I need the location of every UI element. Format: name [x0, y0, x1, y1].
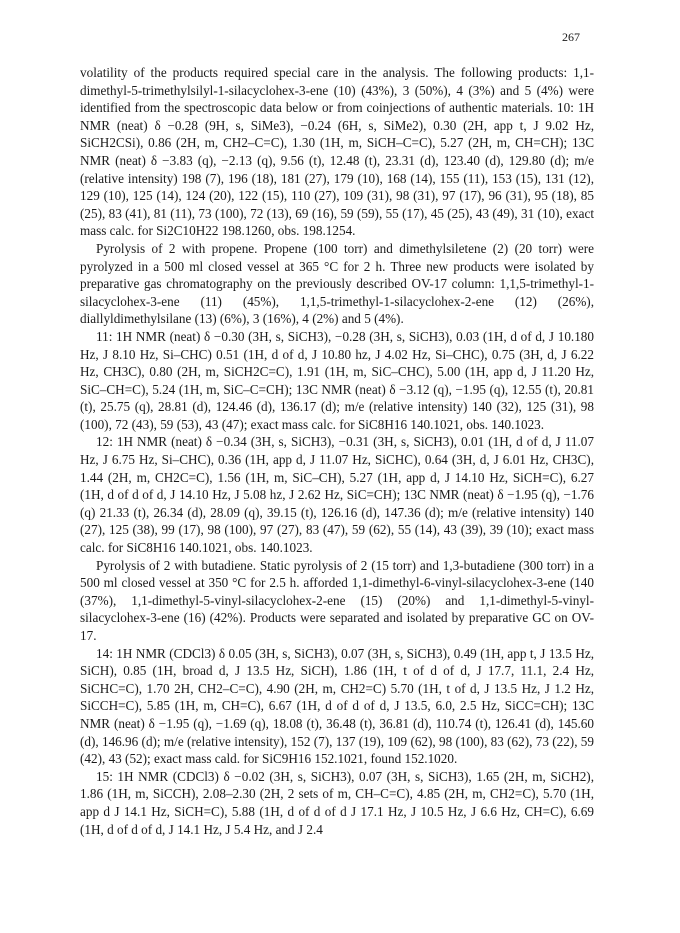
paragraph-products: volatility of the products required special care in the analysis. The following products: 1,1-dimethyl-5-trimethylsilyl-1-silacyclohex-3-ene (10) (43%), 3 (50%), 4 (3%) and 5 (4%) were identified from the spectroscopic data below or from coinjections of authentic materials. 10: 1H NMR (neat) δ −0.28 (9H, s, SiMe3), −0.24 (6H, s, SiMe2), 0.30 (2H, app t, J 9.02 Hz, SiCH2CSi), 0.86 (2H, m, CH2–C=C), 1.30 (1H, m, SiCH–C=C), 5.27 (2H, m, CH=CH); 13C NMR (neat) δ −3.83 (q), −2.13 (q), 9.56 (t), 12.48 (t), 23.31 (d), 123.40 (d), 129.80 (d); m/e (relative intensity) 198 (7), 196 (18), 181 (27), 179 (10), 168 (14), 155 (11), 153 (15), 131 (12), 129 (10), 125 (14), 124 (20), 122 (15), 110 (27), 109 (31), 98 (31), 97 (17), 96 (31), 95 (18), 85 (25), 83 (41), 81 (11), 73 (100), 72 (13), 69 (16), 59 (59), 55 (17), 45 (25), 43 (49), 31 (10), exact mass calc. for Si2C10H22 198.1260, obs. 198.1254.: [80, 65, 594, 239]
paragraph-compound-11: 11: 1H NMR (neat) δ −0.30 (3H, s, SiCH3), −0.28 (3H, s, SiCH3), 0.03 (1H, d of d, J 10.180 Hz, J 8.10 Hz, Si–CHC) 0.51 (1H, d of d, J 10.80 hz, J 4.02 Hz, Si–CHC), 0.75 (3H, d, J 6.22 Hz, CH3C), 0.80 (2H, m, SiCH2C=C), 1.91 (1H, m, SiC–CHC), 5.00 (1H, app d, J 11.20 Hz, SiC–CH=C), 5.24 (1H, m, SiC–C=CH); 13C NMR (neat) δ −3.12 (q), −1.95 (q), 12.55 (t), 20.81 (t), 25.75 (q), 28.81 (d), 124.46 (d), 136.17 (d); m/e (relative intensity) 140 (32), 125 (31), 98 (100), 72 (43), 59 (53), 43 (47); exact mass calc. for SiC8H16 140.1021, obs. 140.1023.: [80, 328, 594, 432]
paragraph-compound-14: 14: 1H NMR (CDCl3) δ 0.05 (3H, s, SiCH3), 0.07 (3H, s, SiCH3), 0.49 (1H, app t, J 13.5 Hz, SiCH), 0.85 (1H, broad d, J 13.5 Hz, SiCH), 1.86 (1H, t of d of d, J 17.7, 11.1, 2.4 Hz, SiCHC=C), 1.70 2H, CH2–C=C), 4.90 (2H, m, CH2=C) 5.70 (1H, t of d, J 13.5 Hz, J 1.2 Hz, SiCCH=C), 5.85 (1H, m, CH=C), 6.67 (1H, d of d of d, J 13.5, 6.0, 2.5 Hz, SiCC=CH); 13C NMR (neat) δ −1.95 (q), −1.69 (q), 18.08 (t), 36.48 (t), 36.81 (d), 110.74 (t), 126.41 (d), 145.60 (d), 146.96 (d); m/e (relative intensity), 152 (7), 137 (19), 109 (62), 98 (100), 83 (62), 73 (22), 59 (42), 43 (52); exact mass cald. for SiC9H16 152.1021, found 152.1020.: [80, 645, 594, 767]
paragraph-pyrolysis-propene: Pyrolysis of 2 with propene. Propene (100 torr) and dimethylsiletene (2) (20 torr) were pyrolyzed in a 500 ml closed vessel at 365 °C for 2 h. Three new products were isolated by preparative gas chromatography on the previously described OV-17 column: 1,1,5-trimethyl-1-silacyclohex-3-ene (11) (45%), 1,1,5-trimethyl-1-silacyclohex-2-ene (12) (26%), diallyldimethylsilane (13) (6%), 3 (16%), 4 (2%) and 5 (4%).: [80, 240, 594, 327]
paragraph-compound-15: 15: 1H NMR (CDCl3) δ −0.02 (3H, s, SiCH3), 0.07 (3H, s, SiCH3), 1.65 (2H, m, SiCH2), 1.86 (1H, m, SiCCH), 2.08–2.30 (2H, 2 sets of m, CH–C=C), 4.85 (2H, m, CH2=C), 5.70 (1H, app d J 14.1 Hz, SiCH=C), 5.88 (1H, d of d of d J 17.1 Hz, J 10.5 Hz, J 6.6 Hz, CH=C), 6.69 (1H, d of d of d, J 14.1 Hz, J 5.4 Hz, and J 2.4: [80, 768, 594, 837]
paragraph-pyrolysis-butadiene: Pyrolysis of 2 with butadiene. Static pyrolysis of 2 (15 torr) and 1,3-butadiene (300 torr) in a 500 ml closed vessel at 350 °C for 2.5 h. afforded 1,1-dimethyl-6-vinyl-silacyclohex-3-ene (140 (37%), 1,1-dimethyl-5-vinyl-silacyclohex-2-ene (15) (20%) and 1,1-dimethyl-5-vinyl-silacyclohex-3-ene (16) (42%). Products were separated and isolated by preparative GC on OV-17.: [80, 557, 594, 643]
page-number: 267: [562, 30, 580, 44]
body-text: [80, 64, 594, 838]
paragraph-compound-12: 12: 1H NMR (neat) δ −0.34 (3H, s, SiCH3), −0.31 (3H, s, SiCH3), 0.01 (1H, d of d, J 11.07 Hz, J 6.75 Hz, Si–CHC), 0.36 (1H, app d, J 11.07 Hz, SiCHC), 0.64 (3H, d, J 6.01 Hz, CH3C), 1.44 (2H, m, CH2C=C), 1.56 (1H, m, SiC–CH), 5.27 (1H, app d, J 14.10 Hz, SiCH=C), 6.27 (1H, d of d of d, J 14.10 Hz, J 5.08 hz, J 2.62 Hz, SiC=CH); 13C NMR (neat) δ −1.95 (q), −1.76 (q) 21.33 (t), 26.34 (d), 28.09 (q), 39.15 (t), 126.16 (d), 147.36 (d); m/e (relative intensity) 140 (27), 125 (38), 99 (17), 98 (100), 97 (27), 83 (47), 59 (62), 55 (14), 43 (39), 39 (10); exact mass calc. for SiC8H16 140.1021, obs. 140.1023.: [80, 434, 594, 556]
